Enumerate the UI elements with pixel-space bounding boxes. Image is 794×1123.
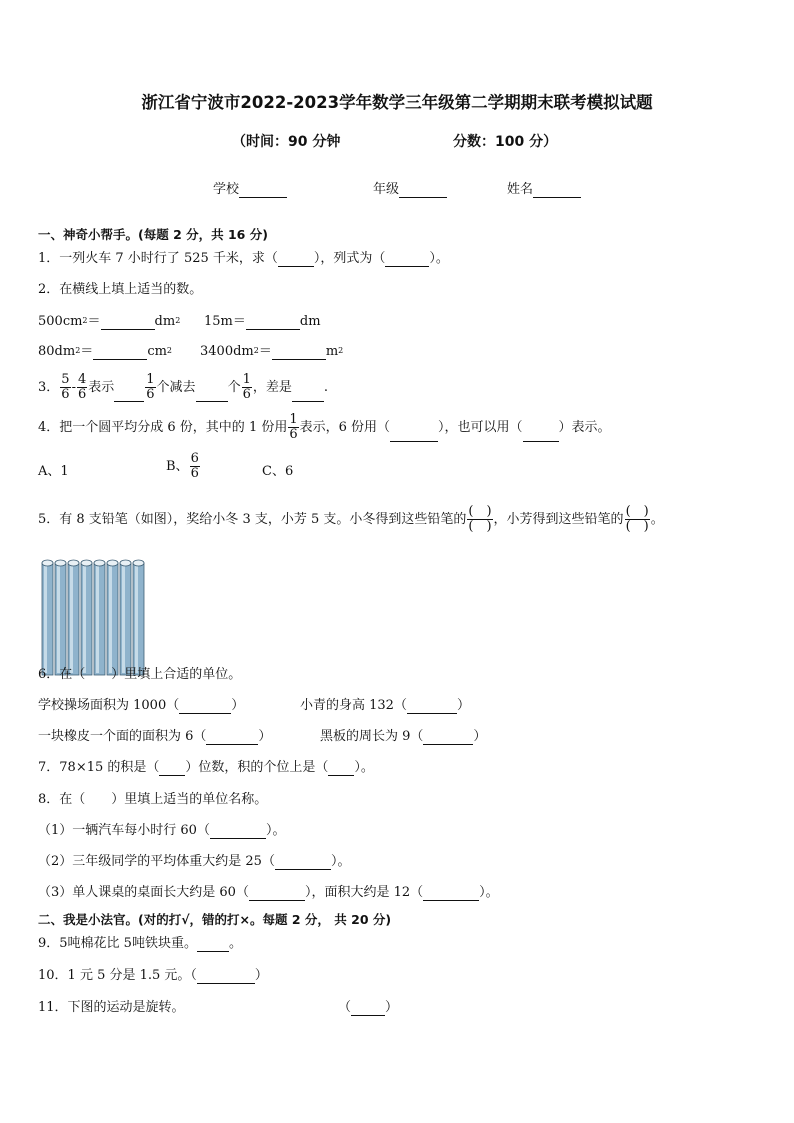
- q8-item-3: （3）单人课桌的桌面长大约是 60（ ），面积大约是 12（ ）。: [38, 885, 499, 900]
- q6-blank-4[interactable]: [423, 731, 473, 745]
- q3-fraction-1: $\frac{5}{6}$: [61, 372, 70, 402]
- pencil: [120, 560, 131, 675]
- q8-blank-1[interactable]: [210, 825, 266, 839]
- question-1: 1．一列火车 7 小时行了 525 千米，求（ ），列式为（ ）。: [38, 251, 449, 266]
- q4-option-c[interactable]: C、6: [262, 464, 294, 479]
- q4-option-a[interactable]: A、1: [38, 464, 69, 479]
- q2-blank-2[interactable]: [246, 316, 300, 330]
- q6-blank-1[interactable]: [179, 700, 231, 714]
- question-4: 4．把一个圆平均分成 6 份，其中的 1 份用 $\frac{1}{6}$ 表示，6 份用（ ），也可以用（ ）表示。: [38, 412, 611, 442]
- q4-option-b[interactable]: B、 $\frac{6}{6}$: [166, 451, 199, 481]
- q7-blank-1[interactable]: [159, 762, 185, 776]
- q6-item-4: 黑板的周长为 9（ ）: [320, 729, 487, 744]
- q8-blank-4[interactable]: [423, 887, 479, 901]
- question-11: 11．下图的运动是旋转。: [38, 1000, 185, 1015]
- q3-blank-2[interactable]: [196, 388, 228, 402]
- pencil: [81, 560, 92, 675]
- score-label: 分数：100 分）: [453, 134, 558, 150]
- question-10: 10．1 元 5 分是 1.5 元。（ ）: [38, 968, 268, 983]
- q5-fraction-blank-2[interactable]: $\frac{( )}{( )}$: [625, 504, 649, 534]
- q6-blank-3[interactable]: [206, 731, 258, 745]
- question-2-stem: 2．在横线上填上适当的数。: [38, 282, 203, 297]
- section1-heading: 一、神奇小帮手。(每题 2 分，共 16 分): [38, 227, 268, 242]
- question-6-stem: 6．在（ ）里填上合适的单位。: [38, 667, 242, 682]
- q2-blank-1[interactable]: [101, 316, 155, 330]
- q3-fraction-3: $\frac{1}{6}$: [146, 372, 155, 402]
- q11-blank[interactable]: [351, 1002, 385, 1016]
- q8-blank-3[interactable]: [249, 887, 305, 901]
- q10-blank[interactable]: [197, 970, 255, 984]
- pencil: [42, 560, 53, 675]
- q1-blank-1[interactable]: [278, 253, 314, 267]
- question-7: 7．78×15 的积是（ ）位数，积的个位上是（ ）。: [38, 760, 374, 775]
- q2-blank-3[interactable]: [93, 346, 147, 360]
- name-blank[interactable]: [533, 184, 581, 198]
- q1-blank-2[interactable]: [385, 253, 429, 267]
- q3-fraction-4: $\frac{1}{6}$: [242, 372, 251, 402]
- name-field[interactable]: 姓名: [507, 182, 581, 198]
- q4-blank-2[interactable]: [523, 428, 559, 442]
- q5-fraction-blank-1[interactable]: $\frac{( )}{( )}$: [468, 504, 492, 534]
- pencil: [107, 560, 118, 675]
- q9-blank[interactable]: [197, 938, 229, 952]
- school-field[interactable]: 学校: [213, 182, 287, 198]
- page-title: 浙江省宁波市2022-2023学年数学三年级第二学期期末联考模拟试题: [141, 93, 653, 112]
- q2-item-4: $3400dm^2= m^2$: [200, 344, 344, 359]
- grade-field[interactable]: 年级: [373, 182, 447, 198]
- q11-answer: （ ）: [338, 1000, 399, 1015]
- pencil: [133, 560, 144, 675]
- q6-item-3: 一块橡皮一个面的面积为 6（ ）: [38, 729, 272, 744]
- question-5: 5．有 8 支铅笔（如图），奖给小冬 3 支，小芳 5 支。小冬得到这些铅笔的 $\frac{( )}{( )}$ ，小芳得到这些铅笔的 $\frac{( )}{( )}$ 。: [38, 504, 664, 534]
- q6-blank-2[interactable]: [407, 700, 457, 714]
- q3-blank-3[interactable]: [292, 388, 324, 402]
- grade-blank[interactable]: [399, 184, 447, 198]
- q3-blank-1[interactable]: [114, 388, 144, 402]
- q6-item-1: 学校操场面积为 1000（ ）: [38, 698, 245, 713]
- question-3: 3． $\frac{5}{6}$ - $\frac{4}{6}$ 表示 $\frac{1}{6}$ 个减去 个 $\frac{1}{6}$ ，差是 .: [38, 372, 329, 402]
- q2-item-2: 15m＝ dm: [204, 314, 321, 329]
- q8-item-2: （2）三年级同学的平均体重大约是 25（ ）。: [38, 854, 351, 869]
- question-9: 9．5吨棉花比 5吨铁块重。 。: [38, 936, 242, 951]
- q2-item-1: $500cm^2= dm^2$: [38, 314, 181, 329]
- pencil: [68, 560, 79, 675]
- q2-blank-4[interactable]: [272, 346, 326, 360]
- time-label: （时间：90 分钟: [232, 134, 341, 150]
- pencil: [94, 560, 105, 675]
- q7-blank-2[interactable]: [328, 762, 354, 776]
- pencils-figure: [38, 555, 148, 680]
- pencil: [55, 560, 66, 675]
- q2-item-3: $80dm^2= cm^2$: [38, 344, 173, 359]
- school-blank[interactable]: [239, 184, 287, 198]
- q8-item-1: （1）一辆汽车每小时行 60（ ）。: [38, 823, 286, 838]
- q4-fraction: $\frac{1}{6}$: [289, 412, 298, 442]
- section2-heading: 二、我是小法官。(对的打√，错的打×。每题 2 分， 共 20 分): [38, 912, 392, 927]
- q4-blank-1[interactable]: [390, 428, 438, 442]
- question-8-stem: 8．在（ ）里填上适当的单位名称。: [38, 792, 268, 807]
- q6-item-2: 小青的身高 132（ ）: [300, 698, 470, 713]
- q3-fraction-2: $\frac{4}{6}$: [77, 372, 87, 402]
- q8-blank-2[interactable]: [275, 856, 331, 870]
